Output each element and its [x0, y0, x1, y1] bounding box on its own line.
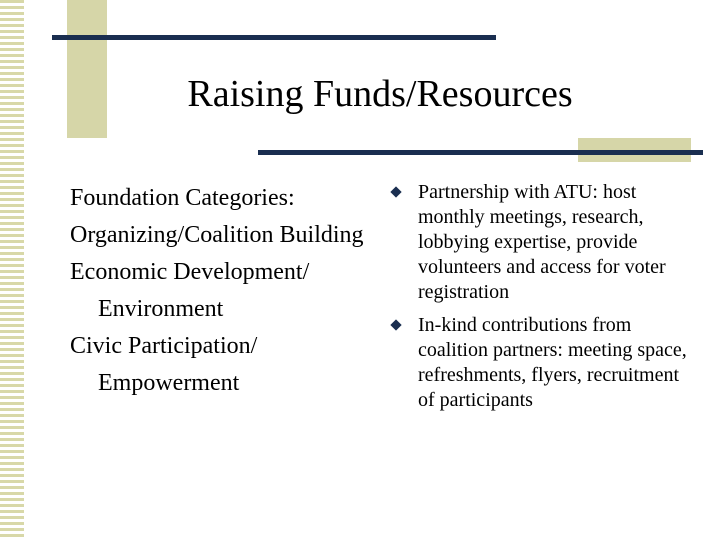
diamond-bullet-icon — [390, 186, 401, 197]
category-organizing-coalition: Organizing/Coalition Building — [70, 222, 364, 248]
diamond-bullet-icon — [390, 319, 401, 330]
category-civic-participation: Civic Participation/ Empowerment — [70, 333, 258, 396]
bullet-item-partnership — [388, 180, 688, 305]
left-column — [70, 180, 370, 402]
foundation-categories-heading: Foundation Categories: — [70, 185, 295, 211]
decorative-rule-mid — [258, 150, 703, 155]
right-column — [388, 180, 688, 421]
bullet-text-partnership: Partnership with ATU: host monthly meetings, research, lobbying expertise, provide volunteers and access for voter registration — [418, 181, 666, 303]
category-economic-development: Economic Development/ Environment — [70, 259, 310, 322]
bullet-item-inkind — [388, 313, 688, 413]
slide-title: Raising Funds/Resources — [187, 73, 573, 115]
decorative-rule-top — [52, 35, 496, 40]
bullet-text-inkind: In-kind contributions from coalition partners: meeting space, refreshments, flyers, recruitment of participants — [418, 314, 687, 411]
